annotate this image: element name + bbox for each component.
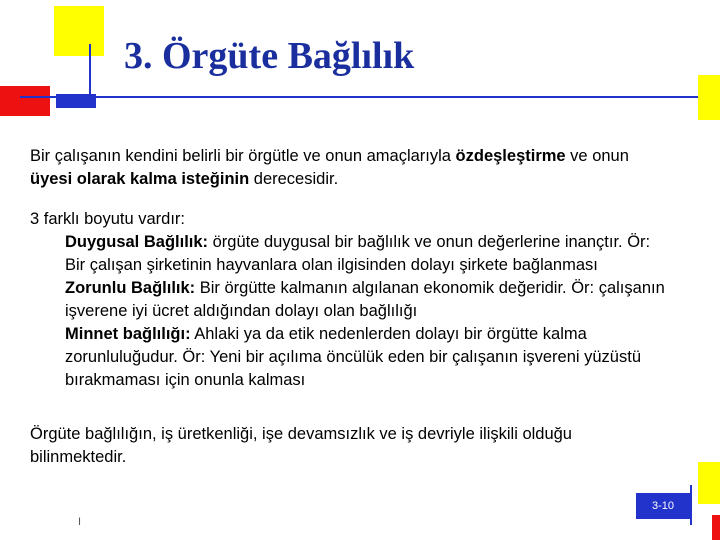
decor-red-block [0, 86, 50, 116]
intro-paragraph: Bir çalışanın kendini belirli bir örgütle ve onun amaçlarıyla özdeşleştirme ve onun üyesi olarak kalma isteğinin derecesidir. [30, 147, 629, 188]
dimensions-block [30, 208, 670, 392]
dimension-item: Minnet bağlılığı: Ahlaki ya da etik nedenlerden dolayı bir örgütte kalma zorunluluğudur. Ör: Yeni bir açılıma öncülük eden bir çalışanın işvereni yüzüstü bırakmaması için onunla kalması [65, 325, 641, 389]
conclusion-paragraph: Örgüte bağlılığın, iş üretkenliği, işe devamsızlık ve iş devriyle ilişkili olduğu bilinmektedir. [30, 425, 572, 466]
decor-blue-block [56, 94, 96, 108]
decor-yellow-right-top [698, 75, 720, 120]
decor-red-right [712, 515, 720, 540]
dimensions-heading: 3 farklı boyutu vardır: [30, 210, 185, 228]
dimension-item: Zorunlu Bağlılık: Bir örgütte kalmanın algılanan ekonomik değeridir. Ör: çalışanın işverene iyi ücret aldığından dolayı olan bağlılığı [65, 279, 665, 320]
slide-number: 3-10 [636, 493, 690, 519]
decor-right-line [690, 485, 692, 525]
slide-title: 3. Örgüte Bağlılık [124, 35, 415, 77]
dimension-item: Duygusal Bağlılık: örgüte duygusal bir bağlılık ve onun değerlerine inançtır. Ör: Bir çalışan şirketinin hayvanlara olan ilgisinden dolayı şirkete bağlanması [65, 233, 651, 274]
decor-yellow-square [54, 6, 104, 56]
footer-mark: I [78, 516, 82, 528]
decor-horizontal-line [20, 96, 720, 98]
decor-yellow-right-bottom [698, 462, 720, 504]
